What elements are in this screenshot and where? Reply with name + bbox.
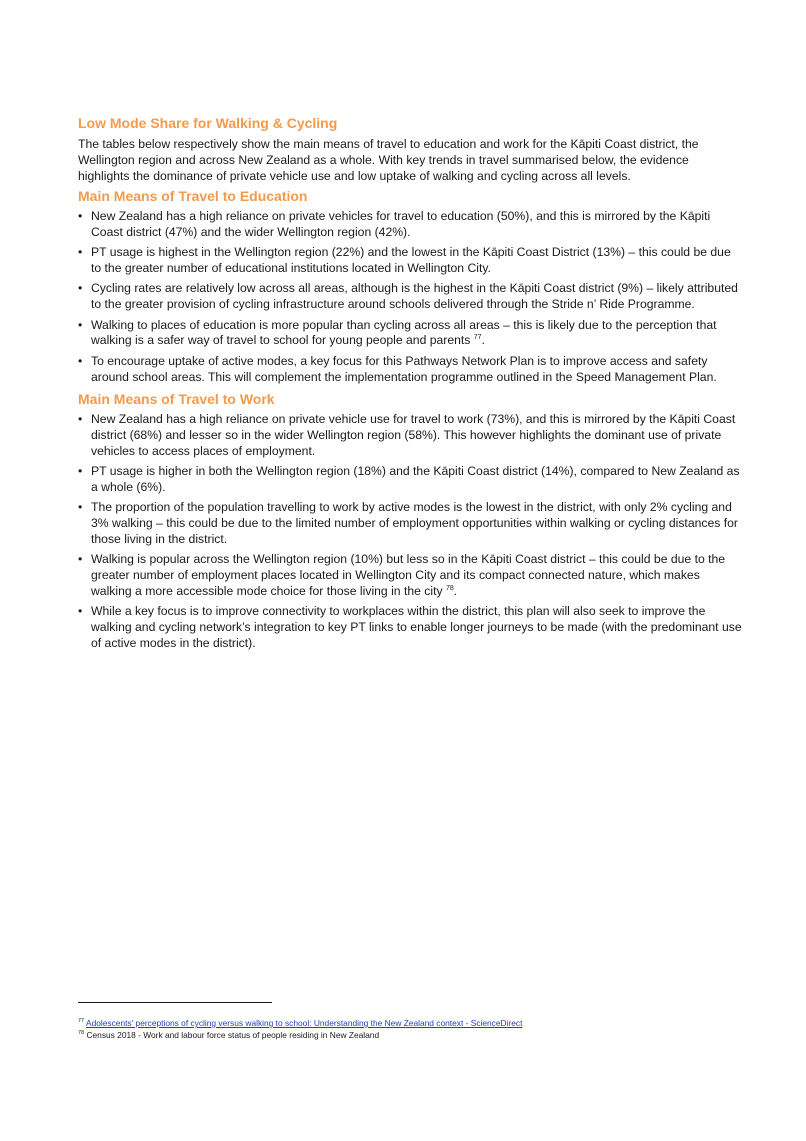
list-item-text: New Zealand has a high reliance on private vehicle use for travel to work (73%), and this is mirrored by the Kāpiti Coast district (68%) and lesser so in the wider Wellington region (58%). This however highlights the dominant use of private vehicles to access places of employment. xyxy=(91,411,736,458)
footnote-number: 78 xyxy=(78,1030,85,1037)
bullet-icon: • xyxy=(78,209,83,223)
list-item: • Walking to places of education is more popular than cycling across all areas – this is likely due to the perception that walking is a safer way of travel to school for young people and parents $^{77}$. xyxy=(78,317,717,348)
bullet-icon: • xyxy=(78,411,83,426)
footnote-ref-77[interactable]: 77 xyxy=(473,334,482,342)
footnote-78 xyxy=(78,1029,742,1041)
work-bullet-list xyxy=(78,412,742,652)
list-item-text: The proportion of the population travelling to work by active modes is the lowest in the district, with only 2% cycling and 3% walking – this could be due to the limited number of employment opportunities within walking or cycling distances for those living in the district. xyxy=(91,500,738,546)
education-bullet-list xyxy=(78,209,742,385)
footnote-number: 77 xyxy=(78,1018,85,1025)
list-item xyxy=(78,500,742,547)
list-item xyxy=(78,604,742,651)
list-item-text: Walking is popular across the Wellington region (10%) but less so in the Kāpiti Coast district – this could be due to the greater number of employment places located in Wellington City and its compact connected nature, which makes walking a more accessible mode choice for those living in the city xyxy=(91,552,726,598)
bullet-icon: • xyxy=(78,463,83,478)
list-item-text: While a key focus is to improve connectivity to workplaces within the district, this plan will also seek to improve the walking and cycling network’s integration to key PT links to enable longer journeys to be made (with the predominant use of active modes in the district). xyxy=(91,604,742,650)
list-item xyxy=(78,464,742,496)
intro-paragraph: The tables below respectively show the main means of travel to education and work for the Kāpiti Coast district, the Wellington region and across New Zealand as a whole. With key trends in travel summarised below, the evidence highlights the dominance of private vehicle use and low uptake of walking and cycling across all levels. xyxy=(78,137,699,183)
list-item: • Walking is popular across the Wellington region (10%) but less so in the Kāpiti Coast district – this could be due to the greater number of employment places located in Wellington City and its compact connected nature, which makes walking a more accessible mode choice for those living in the city $^{78}$. xyxy=(78,552,726,598)
bullet-icon: • xyxy=(78,317,83,332)
section-heading-low-mode-share: Low Mode Share for Walking & Cycling xyxy=(78,115,338,131)
list-item-text: Cycling rates are relatively low across all areas, although is the highest in the Kāpiti Coast district (9%) – likely attributed to the greater provision of cycling infrastructure around schools delivered through the Stride n’ Ride Programme. xyxy=(91,281,738,312)
bullet-icon: • xyxy=(78,552,83,567)
bullet-icon: • xyxy=(78,281,83,296)
list-item xyxy=(78,281,742,313)
list-item xyxy=(78,412,742,459)
section-heading-travel-to-work: Main Means of Travel to Work xyxy=(78,390,275,407)
document-body xyxy=(78,114,742,656)
list-item-text: New Zealand has a high reliance on private vehicles for travel to education (50%), and this is mirrored by the Kāpiti Coast district (47%) and the wider Wellington region (42%). xyxy=(91,209,711,239)
list-item-text: PT usage is higher in both the Wellington region (18%) and the Kāpiti Coast district (14%), compared to New Zealand as a whole (6%). xyxy=(91,463,740,494)
bullet-icon: • xyxy=(78,353,83,368)
list-item-text: Walking to places of education is more popular than cycling across all areas – this is likely due to the perception that walking is a safer way of travel to school for young people and parents xyxy=(91,317,717,348)
footnote-ref-78[interactable]: 78 xyxy=(445,584,454,592)
list-item xyxy=(78,209,742,241)
bullet-icon: • xyxy=(78,500,83,515)
bullet-icon: • xyxy=(78,245,83,260)
list-item xyxy=(78,245,742,277)
footnote-divider xyxy=(78,1002,272,1003)
list-item-text: PT usage is highest in the Wellington region (22%) and the lowest in the Kāpiti Coast District (13%) – this could be due to the greater number of educational institutions located in Wellington City. xyxy=(91,245,731,275)
footnote-77 xyxy=(78,1017,742,1029)
list-item-text: To encourage uptake of active modes, a key focus for this Pathways Network Plan is to improve access and safety around school areas. This will complement the implementation programme outlined in the Speed Management Plan. xyxy=(91,353,717,384)
footnote-text: Census 2018 - Work and labour force status of people residing in New Zealand xyxy=(86,1030,380,1040)
bullet-icon: • xyxy=(78,604,83,619)
list-item xyxy=(78,354,742,386)
footnote-link[interactable]: Adolescents' perceptions of cycling versus walking to school: Understanding the New Zealand context - ScienceDirect xyxy=(86,1018,523,1028)
footnotes xyxy=(78,1002,742,1041)
section-heading-travel-to-education: Main Means of Travel to Education xyxy=(78,188,308,204)
